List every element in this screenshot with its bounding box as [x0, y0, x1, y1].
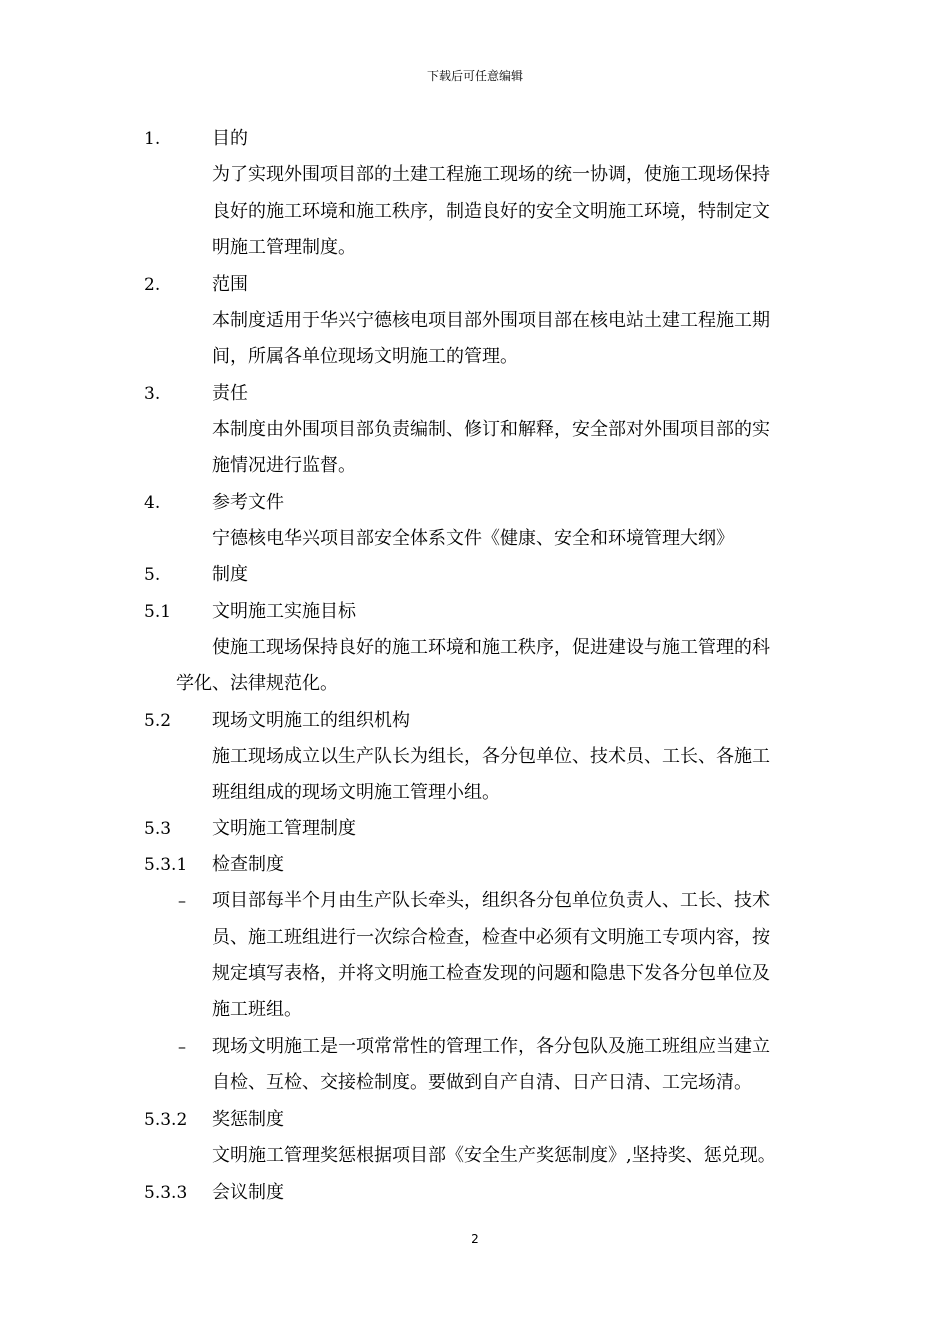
section-number: 5.	[144, 565, 161, 585]
paragraph-line: 为了实现外围项目部的土建工程施工现场的统一协调，使施工现场保持	[212, 164, 770, 185]
section-title: 责任	[212, 383, 248, 404]
section-title: 制度	[212, 564, 248, 585]
section-number: 5.3.2	[144, 1110, 188, 1130]
bullet-line: 员、施工班组进行一次综合检查，检查中必须有文明施工专项内容，按	[212, 927, 770, 948]
section-title: 范围	[212, 274, 248, 295]
section-number: 3.	[144, 384, 161, 404]
section-number: 5.3.1	[144, 855, 188, 875]
section-number: 5.3.3	[144, 1183, 188, 1203]
section-number: 2.	[144, 275, 161, 295]
section-number: 1.	[144, 129, 161, 149]
paragraph-line: 宁德核电华兴项目部安全体系文件《健康、安全和环境管理大纲》	[212, 528, 734, 549]
bullet-line: 项目部每半个月由生产队长牵头，组织各分包单位负责人、工长、技术	[212, 890, 770, 911]
section-number: 5.3	[144, 819, 172, 839]
bullet-line: 规定填写表格，并将文明施工检查发现的问题和隐患下发各分包单位及	[212, 963, 770, 984]
section-title: 现场文明施工的组织机构	[212, 710, 410, 731]
paragraph-line: 施工现场成立以生产队长为组长，各分包单位、技术员、工长、各施工	[212, 746, 770, 767]
section-title: 奖惩制度	[212, 1109, 284, 1130]
paragraph-line: 学化、法律规范化。	[176, 673, 338, 694]
section-title: 文明施工管理制度	[212, 818, 356, 839]
section-title: 检查制度	[212, 854, 284, 875]
bullet-line: 自检、互检、交接检制度。要做到自产自清、日产日清、工完场清。	[212, 1072, 752, 1093]
section-number: 5.1	[144, 602, 172, 622]
bullet-dash: –	[178, 1037, 186, 1056]
section-title: 参考文件	[212, 492, 284, 513]
paragraph-line: 本制度适用于华兴宁德核电项目部外围项目部在核电站土建工程施工期	[212, 310, 770, 331]
paragraph-line: 使施工现场保持良好的施工环境和施工秩序，促进建设与施工管理的科	[212, 637, 770, 658]
bullet-line: 现场文明施工是一项常常性的管理工作，各分包队及施工班组应当建立	[212, 1036, 770, 1057]
section-title: 文明施工实施目标	[212, 601, 356, 622]
paragraph-line: 间，所属各单位现场文明施工的管理。	[212, 346, 518, 367]
bullet-line: 施工班组。	[212, 999, 302, 1020]
paragraph-line: 施情况进行监督。	[212, 455, 356, 476]
section-number: 5.2	[144, 711, 172, 731]
paragraph-line: 文明施工管理奖惩根据项目部《安全生产奖惩制度》,坚持奖、惩兑现。	[212, 1145, 776, 1166]
paragraph-line: 班组组成的现场文明施工管理小组。	[212, 782, 500, 803]
paragraph-line: 本制度由外围项目部负责编制、修订和解释，安全部对外围项目部的实	[212, 419, 770, 440]
section-title: 目的	[212, 128, 248, 149]
page-header: 下载后可任意编辑	[426, 69, 523, 83]
section-number: 4.	[144, 493, 161, 513]
section-title: 会议制度	[212, 1182, 284, 1203]
paragraph-line: 良好的施工环境和施工秩序，制造良好的安全文明施工环境，特制定文	[212, 201, 770, 222]
page-number: 2	[471, 1232, 479, 1246]
paragraph-line: 明施工管理制度。	[212, 237, 356, 258]
bullet-dash: –	[178, 891, 186, 910]
